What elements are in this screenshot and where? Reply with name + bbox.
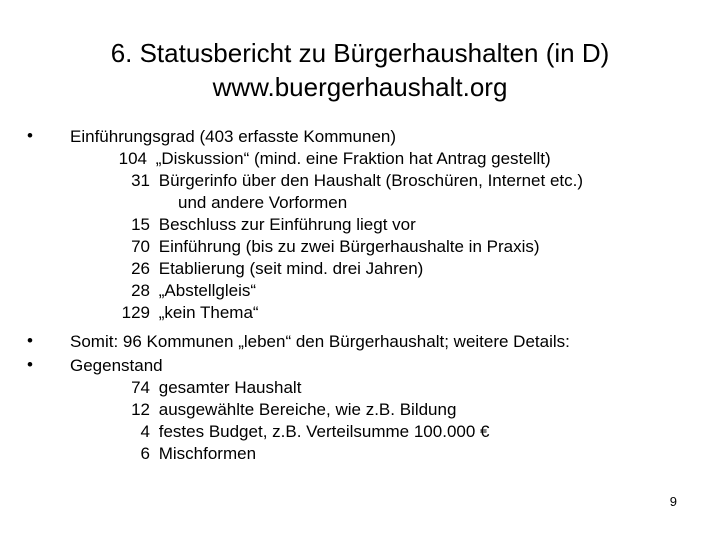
title-line-2: www.buergerhaushalt.org [212,72,508,102]
bullet-marker: • [27,331,33,350]
list-item [113,302,259,323]
item-text: „Diskussion“ (mind. eine Fraktion hat Antrag gestellt) [155,149,551,168]
item-number: 74 [131,378,150,397]
list-item [113,236,540,257]
item-number: 31 [131,171,150,190]
bullet-marker: • [27,126,33,145]
bullet-3-text: Gegenstand [70,356,163,375]
page-number: 9 [669,494,677,509]
item-number: 104 [118,149,147,168]
item-text: festes Budget, z.B. Verteilsumme 100.000 € [158,422,490,441]
item-number: 28 [131,281,150,300]
list-item [113,148,551,169]
list-item [113,443,256,464]
bullet-marker: • [27,355,33,374]
item-text: Etablierung (seit mind. drei Jahren) [158,259,424,278]
list-item [113,377,301,398]
item-text: Mischformen [158,444,257,463]
item-number: 129 [121,303,150,322]
item-text: ausgewählte Bereiche, wie z.B. Bildung [158,400,457,419]
item-text: Bürgerinfo über den Haushalt (Broschüren, Internet etc.) [158,171,584,190]
list-item [113,280,256,301]
item-number: 26 [131,259,150,278]
slide-title [0,36,720,104]
bullet-1-text: Einführungsgrad (403 erfasste Kommunen) [70,127,397,146]
item-number: 6 [140,444,150,463]
item-number: 15 [131,215,150,234]
list-item [113,399,456,420]
item-number: 4 [140,422,150,441]
list-item [113,214,416,235]
list-item [113,258,423,279]
item-text: Einführung (bis zu zwei Bürgerhaushalte in Praxis) [158,237,540,256]
item-text: gesamter Haushalt [158,378,302,397]
list-item [113,170,583,191]
item-text: und andere Vorformen [178,193,348,212]
list-item [113,421,489,442]
bullet-2-text: Somit: 96 Kommunen „leben“ den Bürgerhaushalt; weitere Details: [70,332,570,351]
title-line-1: 6. Statusbericht zu Bürgerhaushalten (in D) [110,38,610,68]
item-number: 70 [131,237,150,256]
item-number: 12 [131,400,150,419]
item-text: „Abstellgleis“ [158,281,257,300]
item-text: „kein Thema“ [158,303,259,322]
item-text: Beschluss zur Einführung liegt vor [158,215,416,234]
list-item [178,192,347,213]
